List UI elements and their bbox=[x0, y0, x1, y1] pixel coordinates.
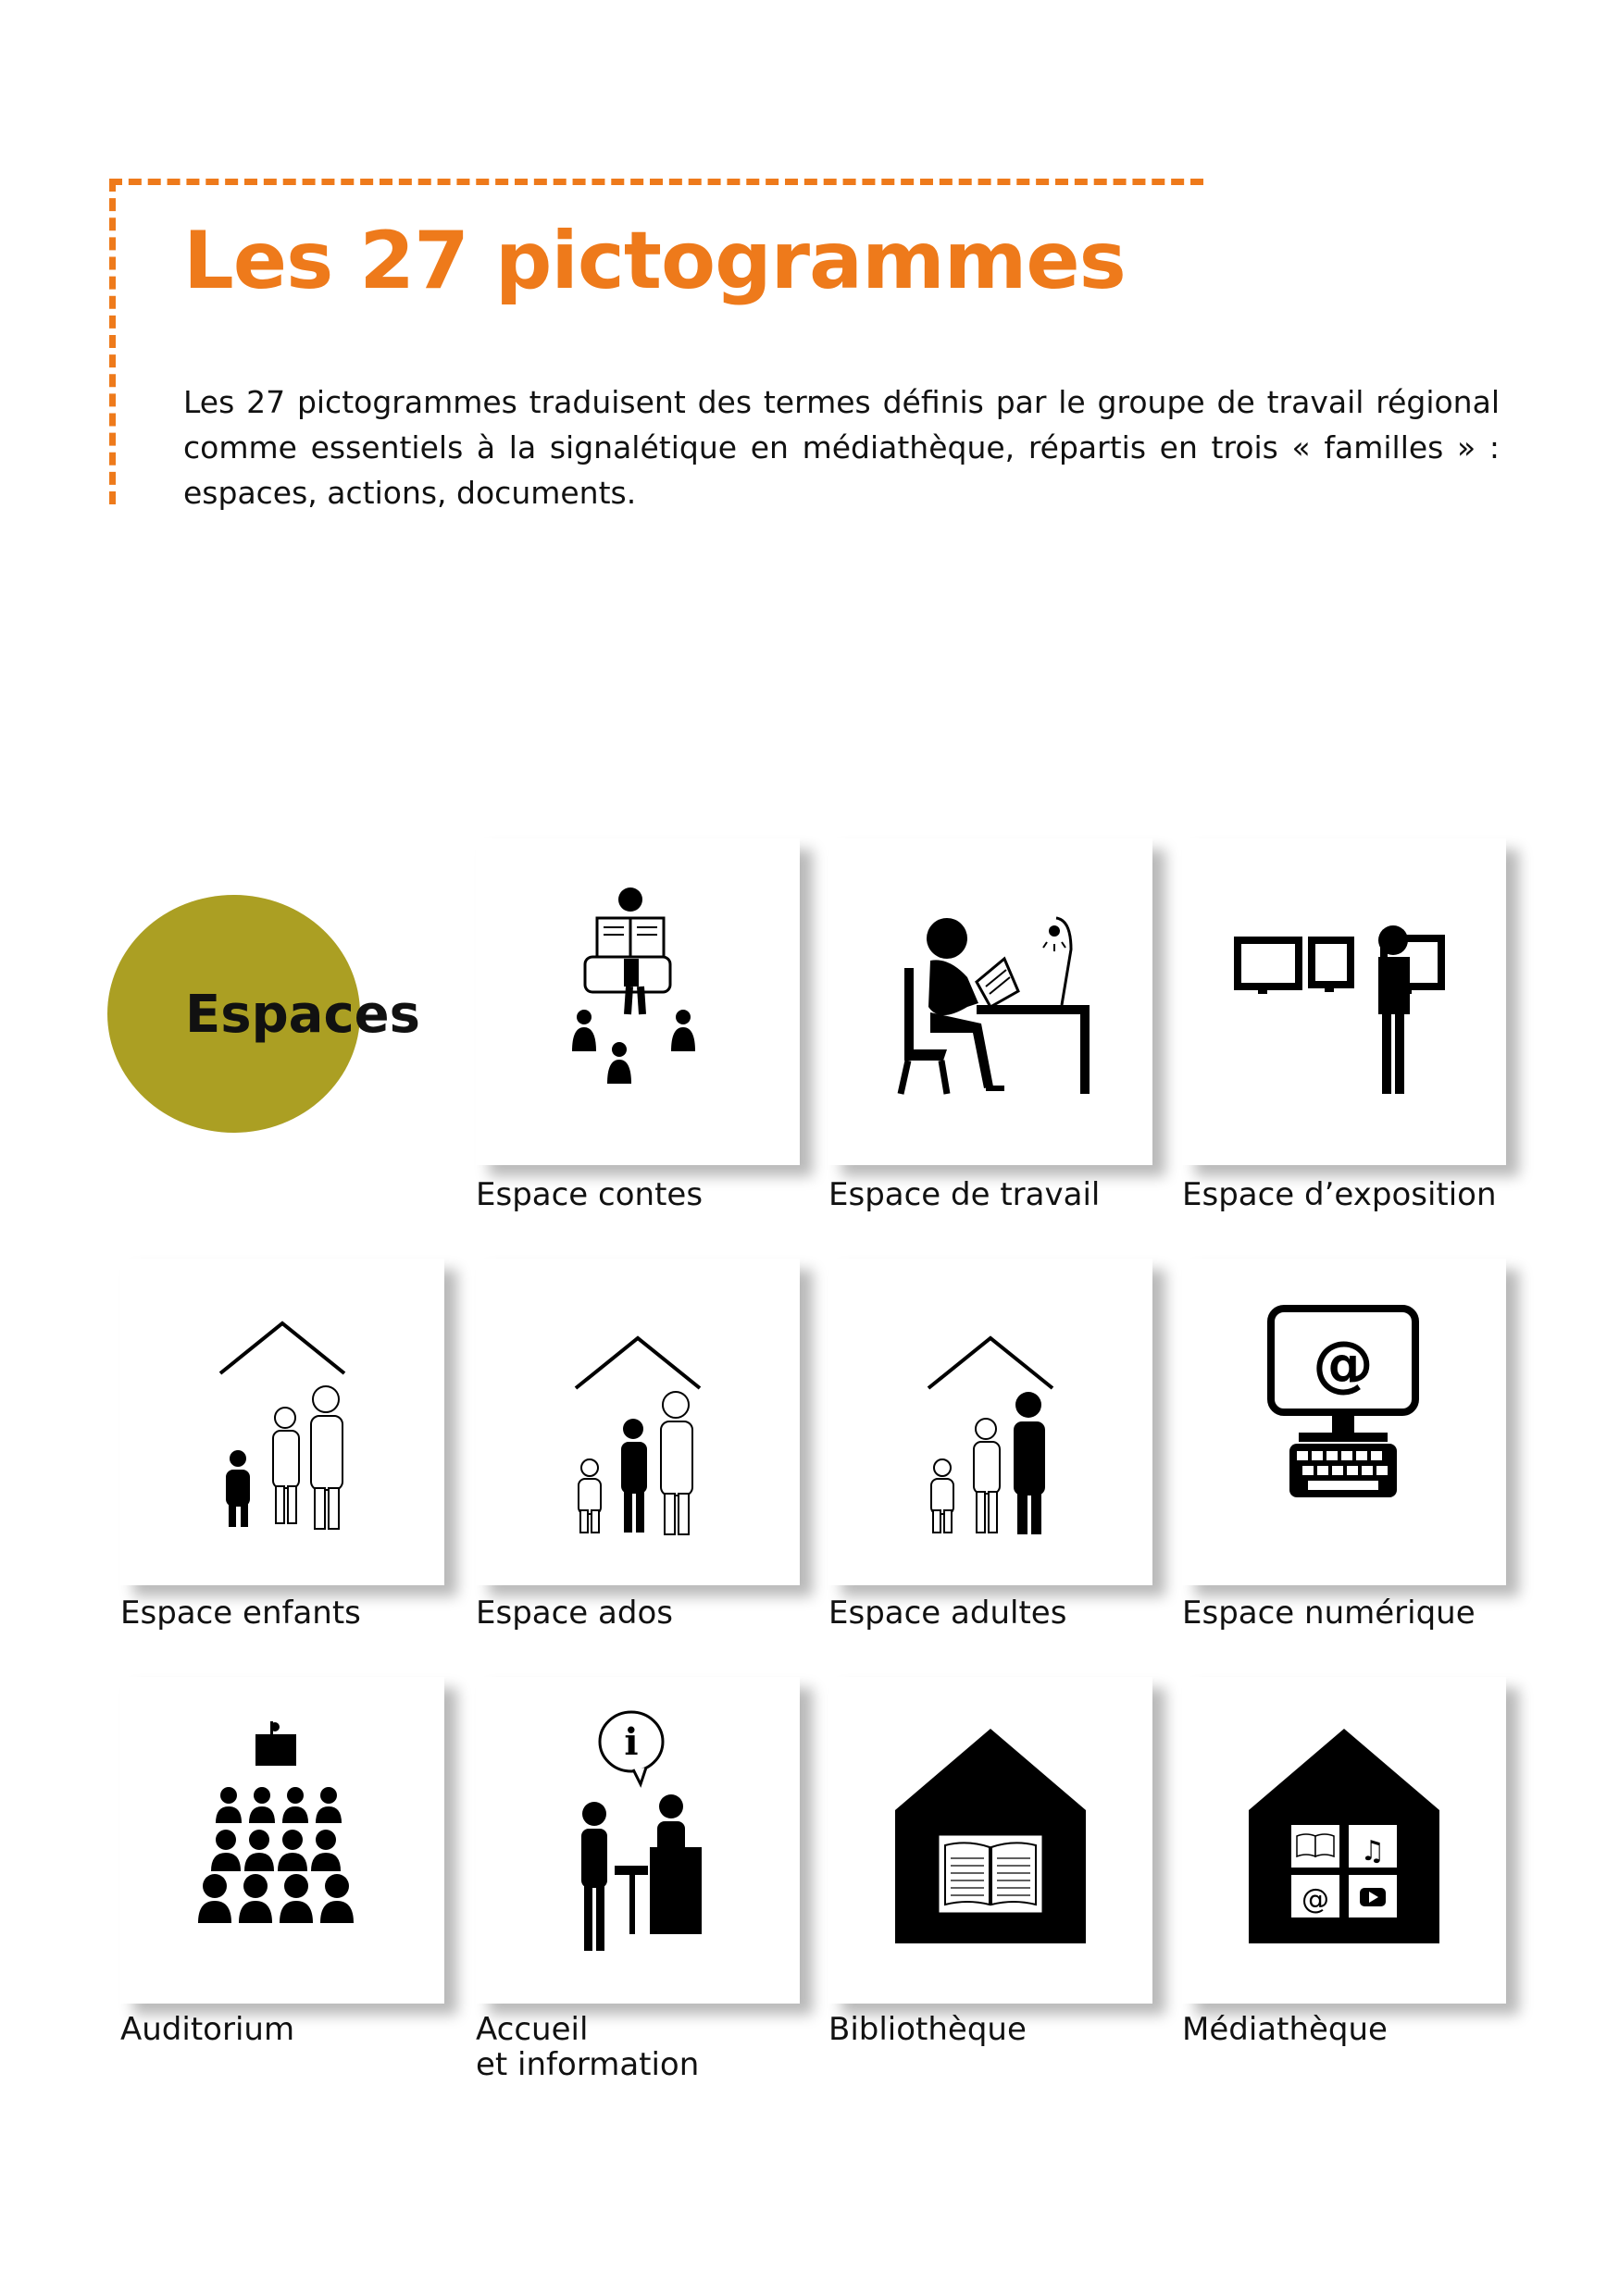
adults-house-icon bbox=[828, 1259, 1152, 1585]
intro-paragraph: Les 27 pictogrammes traduisent des termes définis par le groupe de travail régional comme essentiels à la signalétique en médiathèque, répartis en trois « familles » : espaces, actions, documents. bbox=[183, 384, 1500, 511]
info-desk-icon bbox=[476, 1677, 800, 2004]
page-title: Les 27 pictogrammes bbox=[183, 215, 1126, 307]
pictogram-card-espace-contes bbox=[476, 838, 800, 1165]
study-desk-icon bbox=[828, 838, 1152, 1165]
svg-text:i: i bbox=[624, 1720, 639, 1764]
pictogram-card-espace-ados bbox=[476, 1259, 800, 1585]
pictogram-label: Espace de travail bbox=[828, 1176, 1101, 1213]
children-house-icon bbox=[120, 1259, 444, 1585]
dashed-frame-top bbox=[109, 179, 1203, 185]
pictogram-card-espace-de-travail bbox=[828, 838, 1152, 1165]
pictogram-label: Espace enfants bbox=[120, 1595, 361, 1632]
pictogram-label: Espace adultes bbox=[828, 1595, 1067, 1632]
pictogram-card-accueil bbox=[476, 1677, 800, 2004]
pictogram-card-bibliotheque bbox=[828, 1677, 1152, 2004]
svg-text:@: @ bbox=[1313, 1328, 1374, 1399]
svg-text:♫: ♫ bbox=[1360, 1835, 1386, 1868]
family-label: Espaces bbox=[185, 985, 420, 1045]
computer-at-icon bbox=[1182, 1259, 1506, 1585]
exhibition-frames-icon bbox=[1182, 838, 1506, 1165]
pictogram-label: Bibliothèque bbox=[828, 2011, 1027, 2048]
teens-house-icon bbox=[476, 1259, 800, 1585]
pictogram-card-espace-exposition bbox=[1182, 838, 1506, 1165]
media-library-house-icon bbox=[1182, 1677, 1506, 2004]
library-book-house-icon bbox=[828, 1677, 1152, 2004]
pictogram-card-auditorium bbox=[120, 1677, 444, 2004]
pictogram-label: Espace contes bbox=[476, 1176, 704, 1213]
pictogram-label-line2: et information bbox=[476, 2046, 700, 2083]
pictogram-label: Auditorium bbox=[120, 2011, 295, 2048]
pictogram-label: Accueil bbox=[476, 2011, 589, 2048]
pictogram-card-mediatheque bbox=[1182, 1677, 1506, 2004]
pictogram-card-espace-enfants bbox=[120, 1259, 444, 1585]
pictogram-card-espace-numerique bbox=[1182, 1259, 1506, 1585]
auditorium-audience-icon bbox=[120, 1677, 444, 2004]
pictogram-card-espace-adultes bbox=[828, 1259, 1152, 1585]
pictogram-label: Médiathèque bbox=[1182, 2011, 1388, 2048]
pictogram-label: Espace numérique bbox=[1182, 1595, 1476, 1632]
pictogram-label: Espace ados bbox=[476, 1595, 673, 1632]
svg-text:@: @ bbox=[1301, 1883, 1329, 1916]
dashed-frame-left bbox=[109, 179, 116, 504]
pictogram-label: Espace d’exposition bbox=[1182, 1176, 1497, 1213]
storytelling-icon bbox=[476, 838, 800, 1165]
